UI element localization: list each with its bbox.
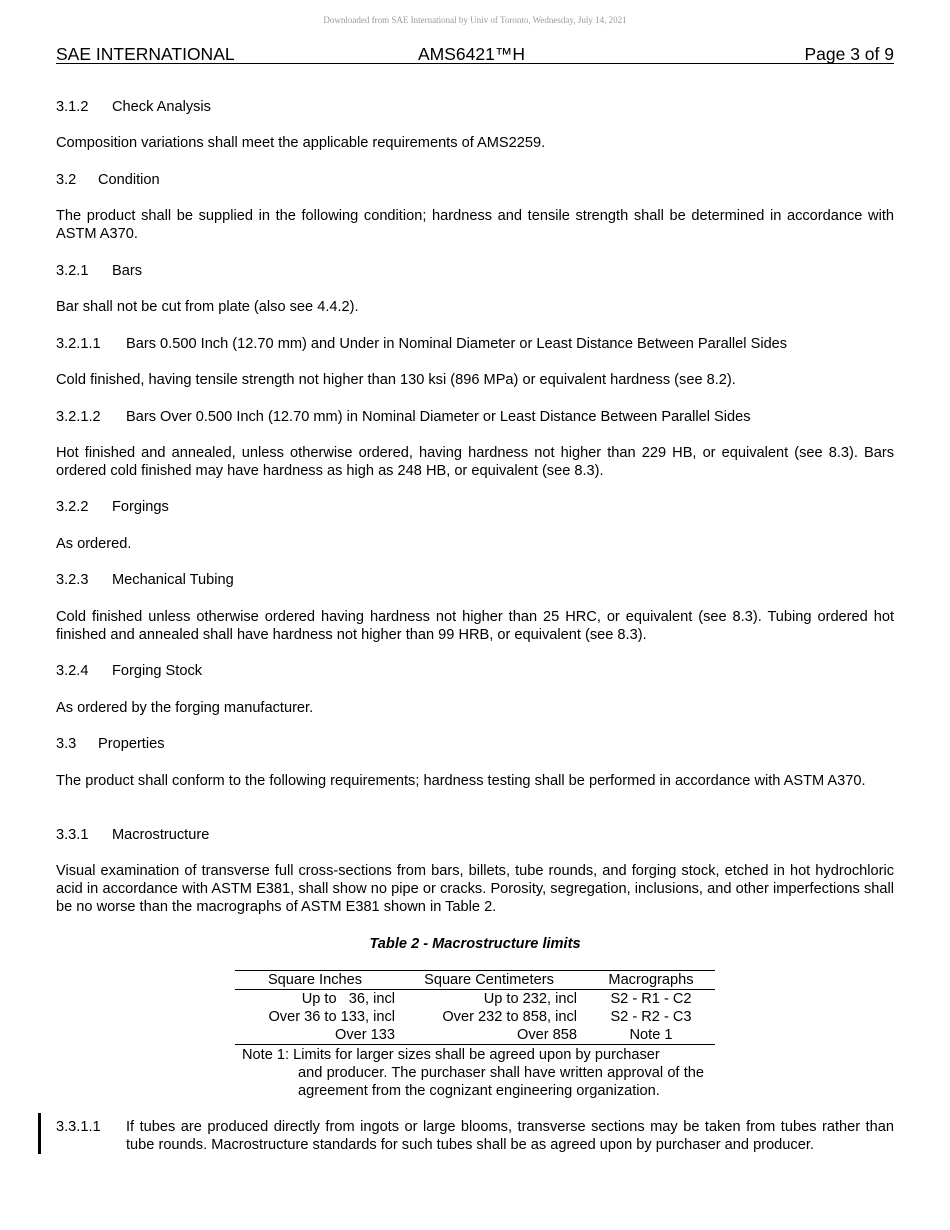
section-paragraph: As ordered by the forging manufacturer. (56, 700, 314, 716)
section-paragraph: Visual examination of transverse full cross-sections from bars, billets, tube rounds, and forging stock, etched in hot hydrochloric acid in accordance with ASTM E381, shall show no pipe or cracks. Porosity, segregation, inclusions, and other imperfections shall be no worse than the macrographs of ASTM E381 shown in Table 2. (56, 863, 894, 915)
section-heading: Forging Stock (112, 663, 203, 679)
section-paragraph: Bar shall not be cut from plate (also see 4.4.2). (56, 299, 359, 315)
header-organization: SAE INTERNATIONAL (56, 44, 235, 64)
table-note-first-line: Note 1: Limits for larger sizes shall be agreed upon by purchaser (242, 1047, 660, 1063)
section-heading: Mechanical Tubing (112, 572, 234, 588)
table-cell: Note 1 (629, 1027, 673, 1043)
column-header: Macrographs (608, 972, 694, 988)
table-note-continuation: and producer. The purchaser shall have written approval of the agreement from the cognizant engineering organization. (298, 1065, 704, 1099)
column-header: Square Centimeters (424, 972, 554, 988)
header-document-number: AMS6421™H (418, 44, 525, 64)
table-cell: Up to 232, incl (483, 991, 577, 1007)
revision-change-bar (38, 1113, 41, 1154)
section-heading: Macrostructure (112, 827, 210, 843)
table-cell: Over 858 (516, 1027, 577, 1043)
macrostructure-table (235, 970, 715, 1045)
section-number: 3.2.2 (56, 499, 89, 515)
header-rule (56, 63, 894, 64)
table-note (242, 1046, 704, 1100)
table-cell: S2 - R2 - C3 (610, 1009, 692, 1025)
table-header-row (235, 971, 715, 990)
table-cell: Over 133 (334, 1027, 395, 1043)
table-caption: Table 2 - Macrostructure limits (369, 936, 581, 952)
section-number: 3.2.1.1 (56, 336, 101, 352)
section-paragraph: If tubes are produced directly from ingots or large blooms, transverse sections may be taken from tubes rather than tube rounds. Macrostructure standards for such tubes shall be as agreed upon by purchaser and producer. (126, 1119, 894, 1153)
header-page-number: Page 3 of 9 (804, 44, 894, 64)
table-row (235, 990, 715, 1009)
section-number: 3.2.1 (56, 263, 89, 279)
section-number: 3.2.4 (56, 663, 89, 679)
column-header: Square Inches (267, 972, 363, 988)
section-number: 3.3.1.1 (56, 1119, 101, 1135)
section-heading: Condition (98, 172, 160, 188)
table-row (235, 1026, 715, 1045)
section-paragraph: As ordered. (56, 536, 132, 552)
section-heading: Bars Over 0.500 Inch (12.70 mm) in Nominal Diameter or Least Distance Between Parallel Sides (126, 409, 751, 425)
section-number: 3.2.1.2 (56, 409, 101, 425)
table-cell: Up to 36, incl (301, 991, 395, 1007)
download-watermark: Downloaded from SAE International by Univ of Toronto, Wednesday, July 14, 2021 (323, 15, 627, 25)
section-heading: Bars 0.500 Inch (12.70 mm) and Under in Nominal Diameter or Least Distance Between Parallel Sides (126, 336, 788, 352)
section-heading: Forgings (112, 499, 169, 515)
section-heading: Check Analysis (112, 99, 211, 115)
section-paragraph: The product shall be supplied in the following condition; hardness and tensile strength shall be determined in accordance with ASTM A370. (56, 208, 894, 242)
section-number: 3.2 (56, 172, 77, 188)
table-cell: Over 36 to 133, incl (268, 1009, 395, 1025)
section-paragraph: Composition variations shall meet the applicable requirements of AMS2259. (56, 135, 546, 151)
section-paragraph: Cold finished unless otherwise ordered having hardness not higher than 25 HRC, or equivalent (see 8.3). Tubing ordered hot finished and annealed shall have hardness not higher than 99 HRB, or equivalent (see 8.3). (56, 609, 894, 643)
section-heading: Properties (98, 736, 165, 752)
section-number: 3.2.3 (56, 572, 89, 588)
section-number: 3.3 (56, 736, 77, 752)
table-cell: Over 232 to 858, incl (442, 1009, 577, 1025)
section-paragraph: The product shall conform to the following requirements; hardness testing shall be performed in accordance with ASTM A370. (56, 773, 866, 789)
section-heading: Bars (112, 263, 143, 279)
section-number: 3.3.1 (56, 827, 89, 843)
section-paragraph: Hot finished and annealed, unless otherwise ordered, having hardness not higher than 229 HB, or equivalent (see 8.3). Bars ordered cold finished may have hardness as high as 248 HB, or equivalent (see 8.3). (56, 445, 894, 479)
section-paragraph: Cold finished, having tensile strength not higher than 130 ksi (896 MPa) or equivalent hardness (see 8.2). (56, 372, 736, 388)
section-number: 3.1.2 (56, 99, 89, 115)
table-row (235, 1008, 715, 1026)
table-cell: S2 - R1 - C2 (610, 991, 692, 1007)
